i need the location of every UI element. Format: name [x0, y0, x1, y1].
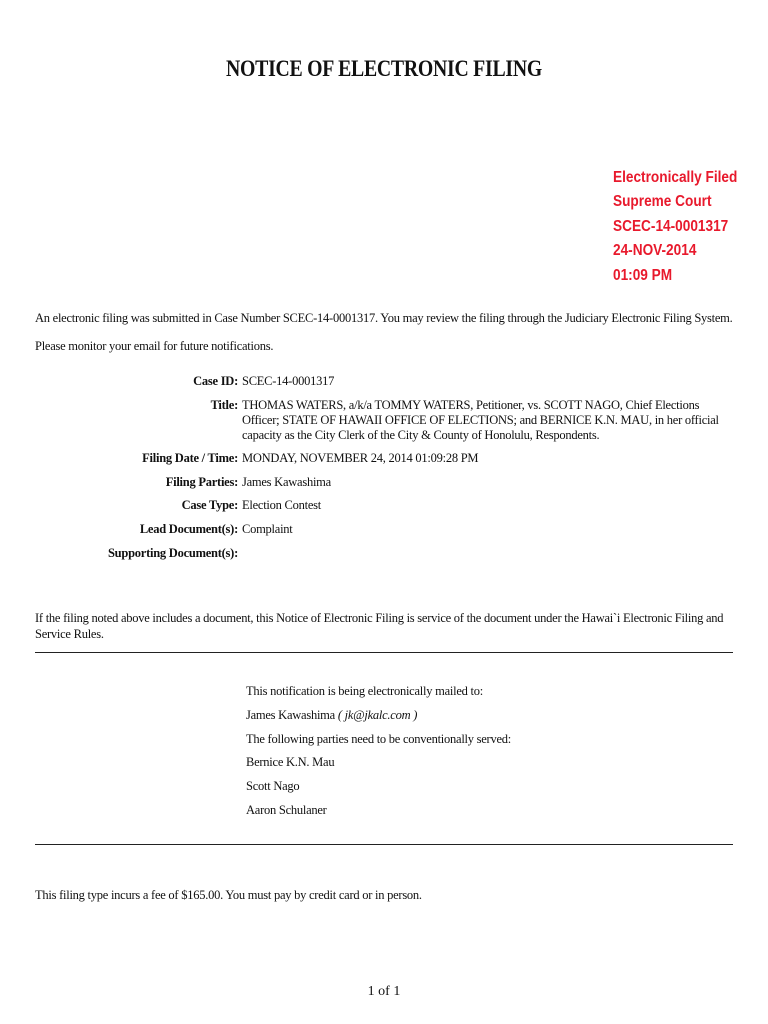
page-number: 1 of 1: [367, 984, 401, 999]
detail-row-case-id: [0, 374, 768, 389]
detail-label: Supporting Document(s):: [107, 545, 238, 560]
detail-label: Case Type:: [181, 498, 238, 513]
detail-label: Title:: [210, 397, 238, 412]
detail-row-filing-date: [0, 451, 768, 466]
detail-value: James Kawashima: [242, 474, 331, 489]
page-title: NOTICE OF ELECTRONIC FILING: [226, 56, 542, 81]
detail-row-case-type: [0, 498, 768, 513]
detail-value: SCEC-14-0001317: [242, 374, 335, 388]
recipient-email: ( jk@jkalc.com ): [337, 707, 418, 722]
detail-label: Case ID:: [193, 374, 238, 388]
detail-label: Lead Document(s):: [139, 521, 238, 536]
service-note: If the filing noted above includes a document, this Notice of Electronic Filing is service of the document under the Hawai`i Electronic Filing and Service Rules.: [35, 611, 724, 641]
detail-value: THOMAS WATERS, a/k/a TOMMY WATERS, Petitioner, vs. SCOTT NAGO, Chief Elections Officer; STATE OF HAWAII OFFICE OF ELECTIONS; and BERNICE K.N. MAU, in her official capacity as the City Clerk of the City & County of Honolulu, Respondents.: [242, 397, 719, 442]
stamp-line: Supreme Court: [613, 193, 712, 211]
stamp-line: 24-NOV-2014: [613, 242, 697, 260]
filing-stamp: [613, 166, 754, 288]
case-details: [0, 374, 768, 569]
divider-bottom: [35, 844, 733, 845]
mailing-block: [246, 680, 511, 823]
detail-value: MONDAY, NOVEMBER 24, 2014 01:09:28 PM: [242, 451, 479, 466]
stamp-line: SCEC-14-0001317: [613, 217, 729, 235]
detail-label: Filing Parties:: [165, 474, 238, 489]
stamp-line: Electronically Filed: [613, 169, 738, 186]
detail-value: Complaint: [242, 521, 293, 536]
recipient-name: James Kawashima: [246, 707, 335, 722]
detail-row-filing-parties: [0, 475, 768, 490]
conventional-intro: The following parties need to be conventionally served:: [246, 731, 511, 746]
detail-label: Filing Date / Time:: [142, 451, 238, 466]
intro-paragraph: An electronic filing was submitted in Case Number SCEC-14-0001317. You may review the filing through the Judiciary Electronic Filing System. Please monitor your email for future notifications.: [35, 311, 733, 353]
divider-top: [35, 652, 733, 653]
detail-value: Election Contest: [242, 498, 321, 513]
detail-row-lead-documents: [0, 522, 768, 537]
conventional-party: Scott Nago: [246, 779, 300, 794]
fee-note: This filing type incurs a fee of $165.00. You must pay by credit card or in person.: [35, 888, 422, 902]
conventional-party: Aaron Schulaner: [246, 802, 327, 817]
email-recipient: [246, 704, 511, 728]
mailing-intro: This notification is being electronically mailed to:: [246, 684, 483, 698]
stamp-line: 01:09 PM: [613, 266, 673, 284]
detail-row-supporting-documents: [0, 546, 768, 561]
detail-value: [242, 546, 720, 561]
conventional-party: Bernice K.N. Mau: [246, 755, 335, 770]
detail-row-title: [0, 398, 768, 443]
